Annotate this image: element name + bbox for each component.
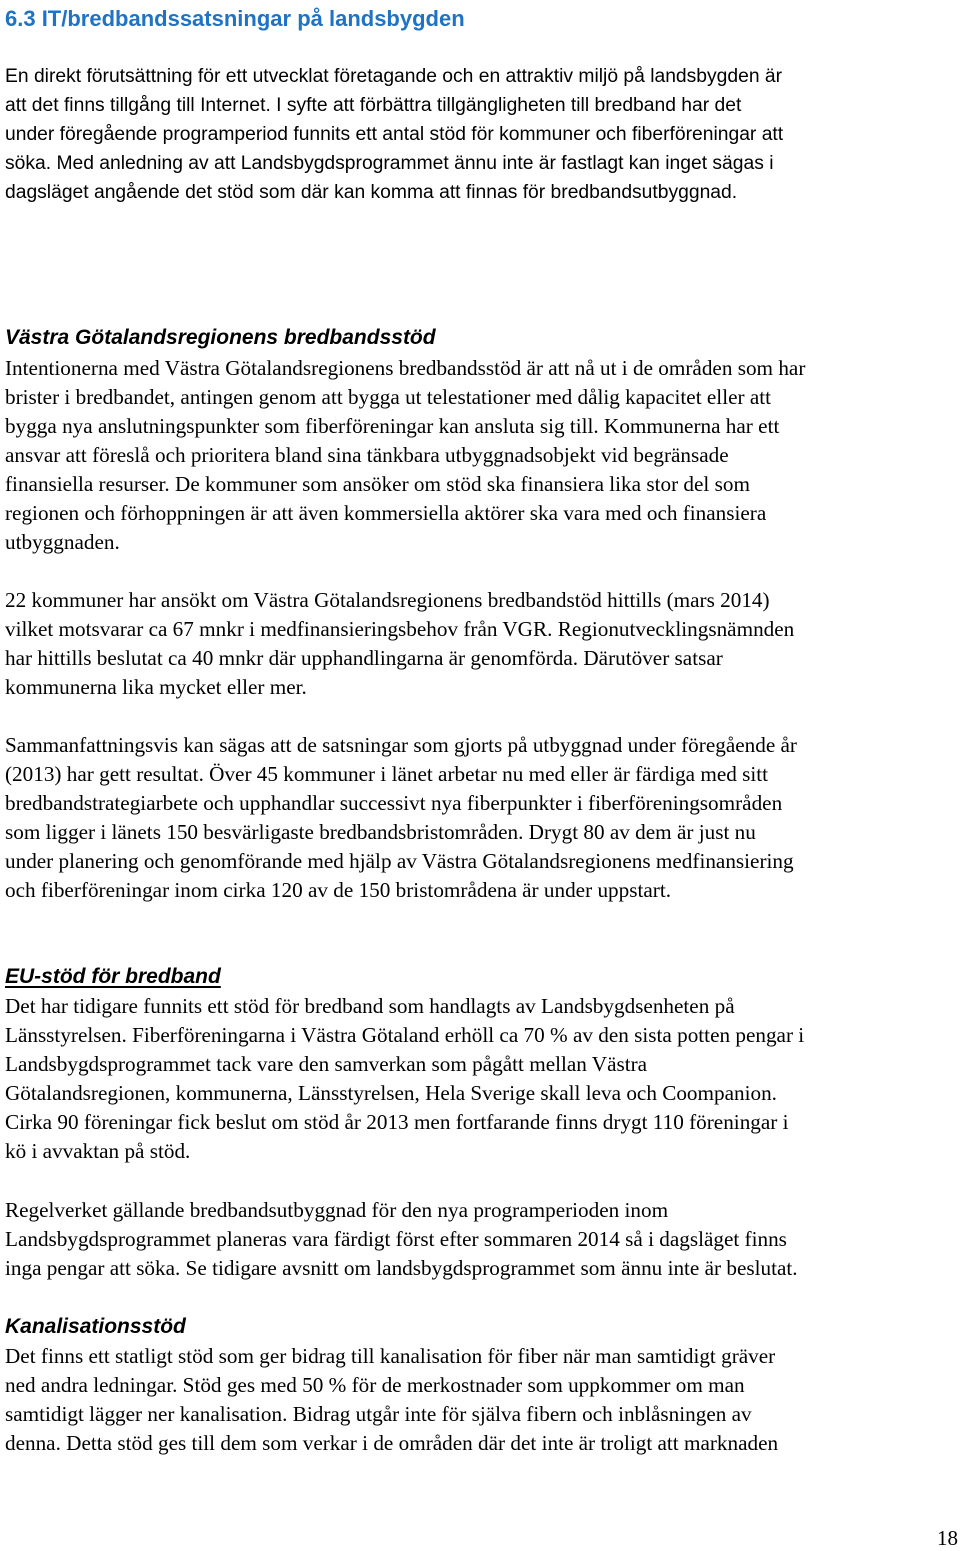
text-line: söka. Med anledning av att Landsbygdsprogrammet ännu inte är fastlagt kan inget sägas i	[5, 153, 774, 174]
text-line: som ligger i länets 150 besvärligaste bredbandsbristområden. Drygt 80 av dem är just nu	[5, 820, 756, 844]
eu-paragraph-2	[5, 1196, 960, 1283]
text-line: Regelverket gällande bredbandsutbyggnad för den nya programperioden inom	[5, 1198, 669, 1222]
text-line: regionen och förhoppningen är att även kommersiella aktörer ska vara med och finansiera	[5, 501, 767, 525]
text-line: Det har tidigare funnits ett stöd för bredband som handlagts av Landsbygdsenheten på	[5, 994, 735, 1018]
intro-paragraph	[5, 62, 960, 207]
kanalisation-paragraph	[5, 1342, 960, 1458]
vgr-heading: Västra Götalandsregionens bredbandsstöd	[5, 326, 436, 349]
text-line: samtidigt lägger ner kanalisation. Bidrag utgår inte för själva fibern och inblåsningen av	[5, 1402, 752, 1426]
text-line: 22 kommuner har ansökt om Västra Götalandsregionens bredbandstöd hittills (mars 2014)	[5, 588, 770, 612]
text-line: och fiberföreningar inom cirka 120 av de 150 bristområdena är under uppstart.	[5, 878, 671, 902]
kanalisation-heading: Kanalisationsstöd	[5, 1315, 186, 1338]
vgr-paragraph-1	[5, 354, 960, 557]
text-line: Länsstyrelsen. Fiberföreningarna i Västra Götaland erhöll ca 70 % av den sista potten pengar i	[5, 1023, 805, 1047]
text-line: Landsbygdsprogrammet tack vare den samverkan som pågått mellan Västra	[5, 1052, 648, 1076]
text-line: (2013) har gett resultat. Över 45 kommuner i länet arbetar nu med eller är färdiga med sitt	[5, 762, 769, 786]
text-line: Intentionerna med Västra Götalandsregionens bredbandsstöd är att nå ut i de områden som har	[5, 356, 806, 380]
text-line: utbyggnaden.	[5, 530, 120, 554]
eu-paragraph-1	[5, 992, 960, 1166]
text-line: ansvar att föreslå och prioritera bland sina tänkbara utbyggnadsobjekt vid begränsade	[5, 443, 729, 467]
text-line: under planering och genomförande med hjälp av Västra Götalandsregionens medfinansiering	[5, 849, 794, 873]
text-line: ned andra ledningar. Stöd ges med 50 % för de merkostnader som uppkommer om man	[5, 1373, 745, 1397]
text-line: under föregående programperiod funnits ett antal stöd för kommuner och fiberföreningar att	[5, 124, 784, 145]
text-line: vilket motsvarar ca 67 mnkr i medfinansieringsbehov från VGR. Regionutvecklingsnämnden	[5, 617, 795, 641]
text-line: Det finns ett statligt stöd som ger bidrag till kanalisation för fiber när man samtidigt gräver	[5, 1344, 776, 1368]
text-line: bredbandstrategiarbete och upphandlar successivt nya fiberpunkter i fiberföreningsområden	[5, 791, 783, 815]
text-line: brister i bredbandet, antingen genom att bygga ut telestationer med dålig kapacitet eller att	[5, 385, 772, 409]
text-line: denna. Detta stöd ges till dem som verkar i de områden där det inte är troligt att marknaden	[5, 1431, 779, 1455]
text-line: En direkt förutsättning för ett utvecklat företagande och en attraktiv miljö på landsbygden är	[5, 66, 783, 87]
page-number: 18	[937, 1526, 958, 1550]
section-title: 6.3 IT/bredbandssatsningar på landsbygden	[5, 6, 465, 31]
vgr-paragraph-2	[5, 586, 960, 702]
vgr-paragraph-3	[5, 731, 960, 905]
text-line: bygga nya anslutningspunkter som fiberföreningar kan ansluta sig till. Kommunerna har ett	[5, 414, 780, 438]
text-line: inga pengar att söka. Se tidigare avsnitt om landsbygdsprogrammet som ännu inte är beslutat.	[5, 1256, 798, 1280]
text-line: kö i avvaktan på stöd.	[5, 1139, 191, 1163]
eu-heading: EU-stöd för bredband	[5, 965, 221, 988]
text-line: Landsbygdsprogrammet planeras vara färdigt först efter sommaren 2014 så i dagsläget finns	[5, 1227, 787, 1251]
text-line: har hittills beslutat ca 40 mnkr där upphandlingarna är genomförda. Därutöver satsar	[5, 646, 723, 670]
text-line: Götalandsregionen, kommunerna, Länsstyrelsen, Hela Sverige skall leva och Coompanion.	[5, 1081, 777, 1105]
text-line: Sammanfattningsvis kan sägas att de satsningar som gjorts på utbyggnad under föregående år	[5, 733, 797, 757]
text-line: att det finns tillgång till Internet. I syfte att förbättra tillgängligheten till bredband har det	[5, 95, 742, 116]
text-line: finansiella resurser. De kommuner som ansöker om stöd ska finansiera lika stor del som	[5, 472, 750, 496]
text-line: Cirka 90 föreningar fick beslut om stöd år 2013 men fortfarande finns drygt 110 föreningar i	[5, 1110, 789, 1134]
text-line: kommunerna lika mycket eller mer.	[5, 675, 307, 699]
text-line: dagsläget angående det stöd som där kan komma att finnas för bredbandsutbyggnad.	[5, 182, 738, 203]
